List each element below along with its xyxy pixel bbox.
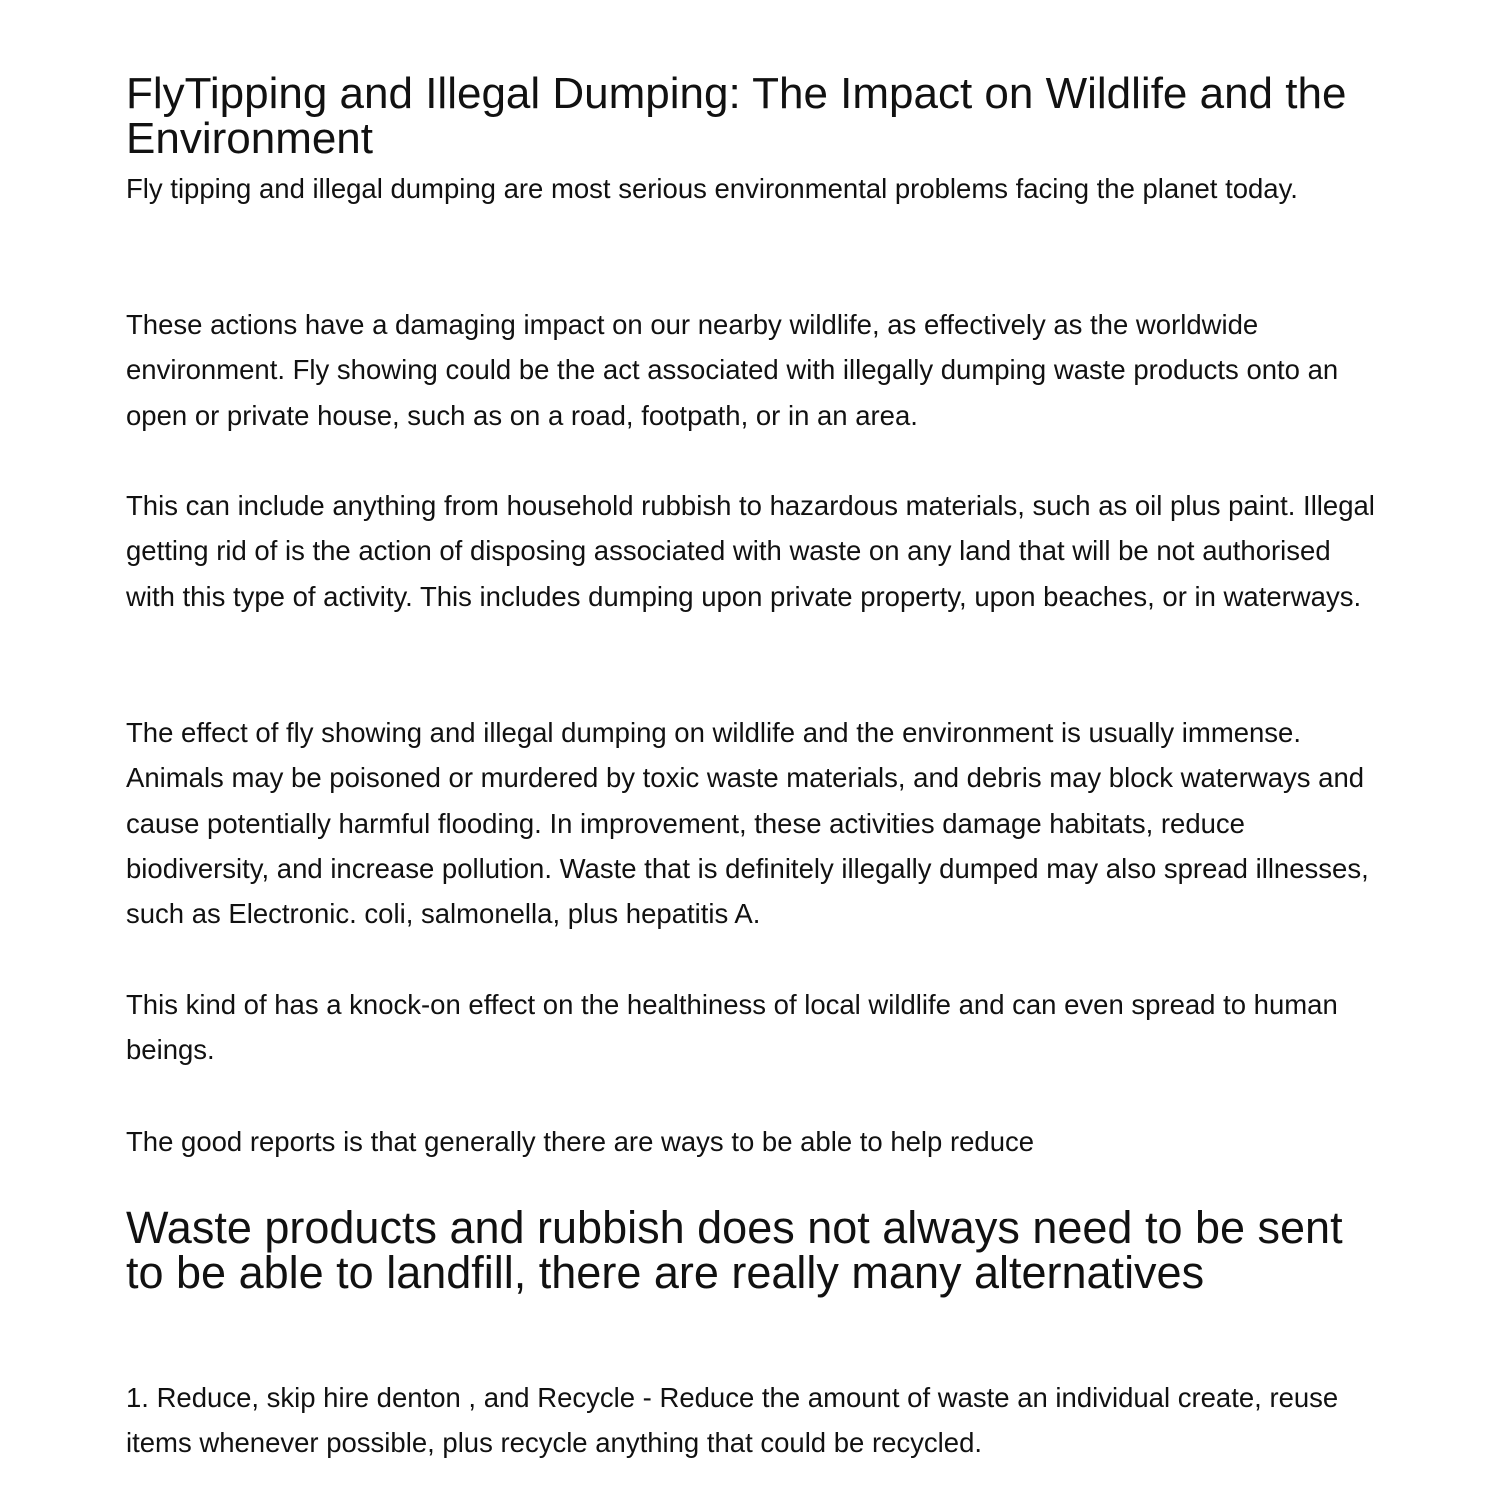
paragraph-knock-on: This kind of has a knock-on effect on the healthiness of local wildlife and can even spread to human beings.: [126, 989, 1338, 1066]
paragraph-materials: This can include anything from household rubbish to hazardous materials, such as oil plus paint. Illegal getting rid of is the action of disposing associated with waste on any land that will be not authorised with this type of activity. This includes dumping upon private property, upon beaches, or in waterways.: [126, 490, 1375, 612]
paragraph-effects: The effect of fly showing and illegal dumping on wildlife and the environment is usually immense. Animals may be poisoned or murdered by toxic waste materials, and debris may block waterways and cause potentially harmful flooding. In improvement, these activities damage habitats, reduce biodiversity, and increase pollution. Waste that is definitely illegally dumped may also spread illnesses, such as Electronic. coli, salmonella, plus hepatitis A.: [126, 717, 1369, 930]
document-title: FlyTipping and Illegal Dumping: The Impact on Wildlife and the Environment: [126, 69, 1347, 163]
paragraph-good-news: The good reports is that generally there are ways to be able to help reduce: [126, 1126, 1035, 1157]
paragraph-actions: These actions have a damaging impact on our nearby wildlife, as effectively as the worldwide environment. Fly showing could be the act associated with illegally dumping waste products onto an open or private house, such as on a road, footpath, or in an area.: [126, 309, 1339, 431]
list-item-reduce-recycle: 1. Reduce, skip hire denton , and Recycle - Reduce the amount of waste an individual create, reuse items whenever possible, plus recycle anything that could be recycled.: [126, 1382, 1339, 1459]
paragraph-intro: Fly tipping and illegal dumping are most serious environmental problems facing the planet today.: [126, 173, 1298, 204]
section-heading: Waste products and rubbish does not always need to be sent to be able to landfill, there are really many alternatives: [126, 1202, 1343, 1298]
